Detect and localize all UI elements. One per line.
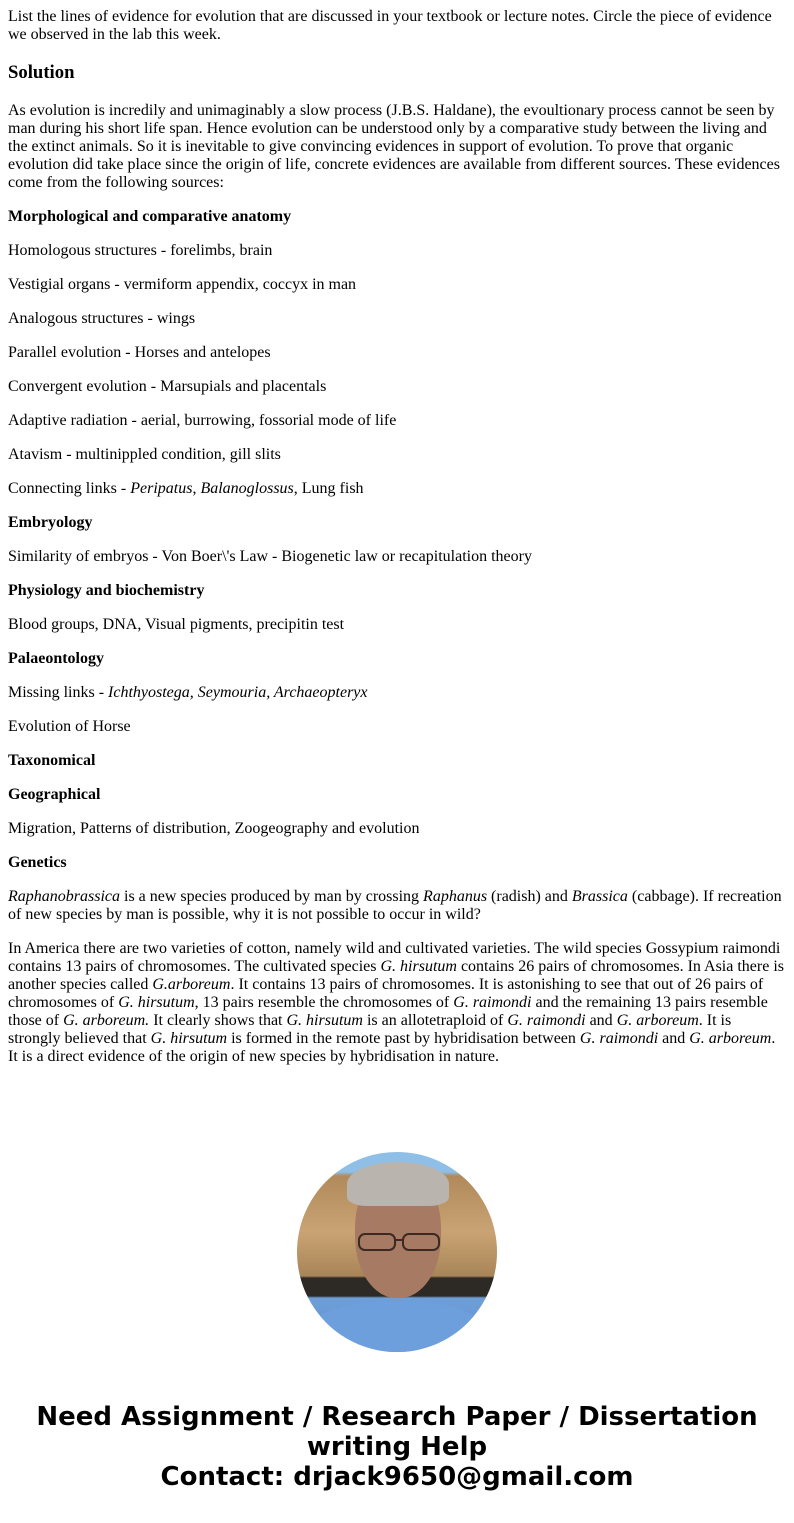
text-run: Geographical xyxy=(8,786,101,803)
paragraph xyxy=(8,276,786,294)
paragraph xyxy=(8,548,786,566)
text-run: Analogous structures - wings xyxy=(8,310,196,327)
section-heading xyxy=(8,854,786,872)
author-photo-container xyxy=(8,1152,786,1352)
text-run: Vestigial organs - vermiform appendix, coccyx in man xyxy=(8,276,357,293)
text-run: Connecting links - xyxy=(8,480,131,497)
contact-line: Contact: drjack9650@gmail.com xyxy=(160,1462,634,1492)
text-run: Embryology xyxy=(8,514,93,531)
italic-term: Brassica xyxy=(571,888,628,905)
section-heading xyxy=(8,786,786,804)
italic-term: Raphanus xyxy=(423,888,488,905)
text-run: , 13 pairs resemble the chromosomes of xyxy=(194,994,454,1011)
solution-heading: Solution xyxy=(8,62,75,83)
paragraph xyxy=(8,718,786,736)
paragraph xyxy=(8,888,786,924)
text-run: . It contains 13 pairs of chromosomes. It is astonishing to see that out of 26 pairs of chromosomes of xyxy=(8,976,764,1011)
section-heading xyxy=(8,752,786,770)
section-heading xyxy=(8,208,786,226)
italic-term: G. hirsutum xyxy=(118,994,195,1011)
italic-term: G. raimondi xyxy=(453,994,532,1011)
section-heading xyxy=(8,582,786,600)
paragraph xyxy=(8,480,786,498)
italic-term: G. raimondi xyxy=(579,1030,659,1047)
text-run: is formed in the remote past by hybridisation between xyxy=(227,1030,580,1047)
text-run: Blood groups, DNA, Visual pigments, precipitin test xyxy=(8,616,345,633)
text-run: Adaptive radiation - aerial, burrowing, fossorial mode of life xyxy=(8,412,397,429)
paragraph xyxy=(8,378,786,396)
text-run: is an allotetraploid of xyxy=(362,1012,508,1029)
text-run: As evolution is incredily and unimaginably a slow process (J.B.S. Haldane), the evoultionary process cannot be seen by man during his short life span. Hence evolution can be understood only by a comparative study between the living and the extinct animals. So it is inevitable to give convincing evidences in support of evolution. To prove that organic evolution did take place since the origin of life, concrete evidences are available from different sources. These evidences come from the following sources: xyxy=(8,102,780,191)
text-run: Physiology and biochemistry xyxy=(8,582,205,599)
paragraph xyxy=(8,344,786,362)
text-run: Evolution of Horse xyxy=(8,718,131,735)
text-run: and xyxy=(585,1012,617,1029)
text-run: Taxonomical xyxy=(8,752,96,769)
author-photo xyxy=(297,1152,497,1352)
italic-term: Peripatus xyxy=(130,480,193,497)
italic-term: Ichthyostega, Seymouria, Archaeopteryx xyxy=(108,684,368,701)
italic-term: G. hirsutum xyxy=(380,958,457,975)
text-run: , xyxy=(192,480,201,497)
italic-term: G. arboreum xyxy=(689,1030,772,1047)
text-run: contains 26 pairs of chromosomes. In Asia there is another species called xyxy=(8,958,784,993)
solution-body xyxy=(8,102,786,1066)
paragraph xyxy=(8,616,786,634)
section-heading xyxy=(8,650,786,668)
italic-term: G.arboreum xyxy=(152,976,231,993)
text-run: Palaeontology xyxy=(8,650,104,667)
text-run: , Lung fish xyxy=(293,480,364,497)
promo-line: Need Assignment / Research Paper / Dissertation writing Help xyxy=(36,1402,758,1462)
italic-term: Raphanobrassica xyxy=(8,888,120,905)
paragraph xyxy=(8,446,786,464)
text-run: (radish) and xyxy=(487,888,572,905)
italic-term: G. hirsutum xyxy=(286,1012,363,1029)
paragraph xyxy=(8,820,786,838)
section-heading xyxy=(8,514,786,532)
promo-footer xyxy=(8,1402,786,1492)
text-run: Convergent evolution - Marsupials and placentals xyxy=(8,378,327,395)
question-text: List the lines of evidence for evolution that are discussed in your textbook or lecture notes. Circle the piece of evidence we observed in the lab this week. xyxy=(8,8,772,43)
text-run: and the remaining 13 pairs resemble those of xyxy=(8,994,768,1029)
paragraph xyxy=(8,102,786,192)
italic-term: G. hirsutum xyxy=(150,1030,228,1047)
text-run: Genetics xyxy=(8,854,67,871)
italic-term: G. arboreum. xyxy=(63,1012,150,1029)
paragraph xyxy=(8,242,786,260)
text-run: Migration, Patterns of distribution, Zoogeography and evolution xyxy=(8,820,420,837)
text-run: (cabbage). If recreation of new species by man is possible, why it is not possible to occur in wild? xyxy=(8,888,782,923)
text-run: Missing links - xyxy=(8,684,109,701)
text-run: Similarity of embryos - Von Boer\'s Law - Biogenetic law or recapitulation theory xyxy=(8,548,532,565)
text-run: It clearly shows that xyxy=(149,1012,287,1029)
text-run: Homologous structures - forelimbs, brain xyxy=(8,242,273,259)
paragraph xyxy=(8,940,786,1066)
italic-term: G. raimondi xyxy=(507,1012,586,1029)
text-run: is a new species produced by man by crossing xyxy=(120,888,424,905)
italic-term: G. arboreum xyxy=(616,1012,699,1029)
text-run: Atavism - multinippled condition, gill slits xyxy=(8,446,281,463)
text-run: . It is strongly believed that xyxy=(8,1012,732,1047)
paragraph xyxy=(8,310,786,328)
text-run: Morphological and comparative anatomy xyxy=(8,208,292,225)
text-run: Parallel evolution - Horses and antelopes xyxy=(8,344,271,361)
paragraph xyxy=(8,412,786,430)
text-run: In America there are two varieties of cotton, namely wild and cultivated varieties. The wild species Gossypium raimondi contains 13 pairs of chromosomes. The cultivated species xyxy=(8,940,781,975)
text-run: . It is a direct evidence of the origin of new species by hybridisation in nature. xyxy=(8,1030,776,1065)
text-run: and xyxy=(658,1030,690,1047)
italic-term: Balanoglossus xyxy=(200,480,294,497)
paragraph xyxy=(8,684,786,702)
